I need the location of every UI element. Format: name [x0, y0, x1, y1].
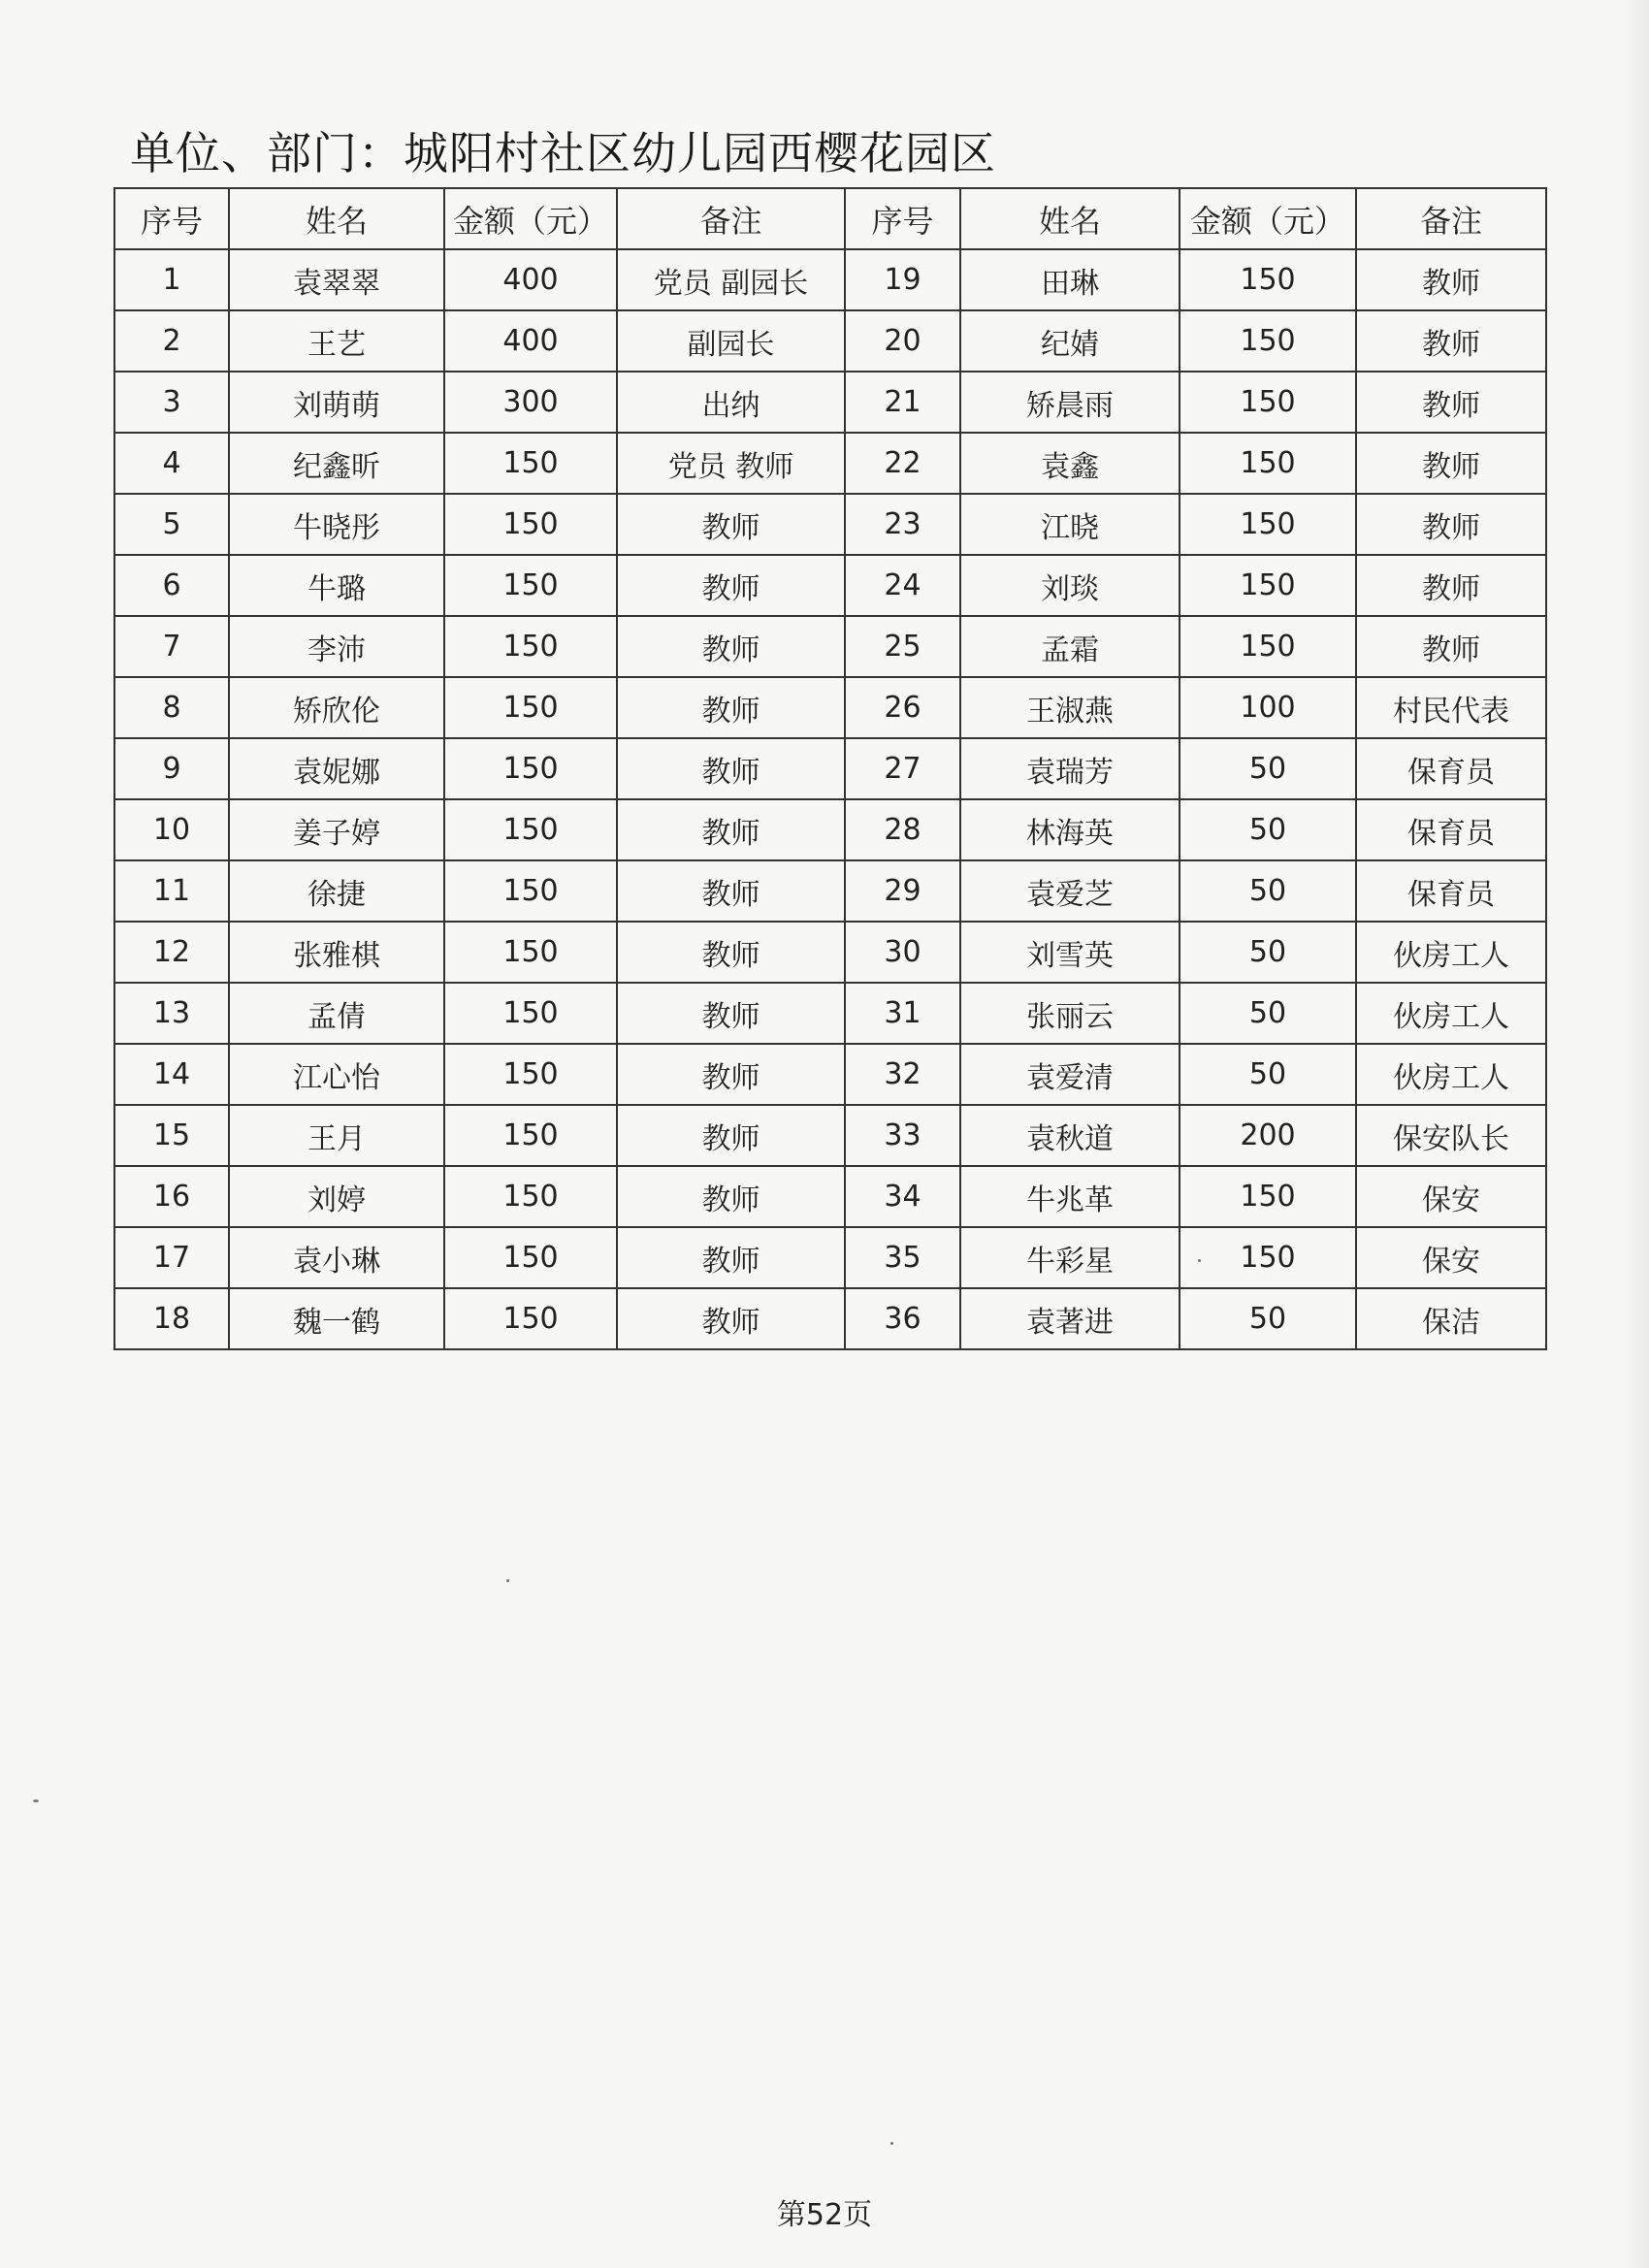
name-cell: 矫晨雨	[960, 372, 1180, 433]
remark-cell: 村民代表	[1356, 677, 1546, 738]
name-cell: 矫欣伦	[229, 677, 444, 738]
remark-cell: 教师	[617, 1227, 845, 1288]
index-cell: 6	[114, 555, 229, 616]
index-cell: 11	[114, 860, 229, 922]
remark-cell: 教师	[617, 1288, 845, 1349]
header-cell: 金额（元）	[1180, 188, 1356, 249]
index-cell: 27	[845, 738, 960, 799]
name-cell: 孟霜	[960, 616, 1180, 677]
table-row	[114, 433, 1546, 494]
name-cell: 袁瑞芳	[960, 738, 1180, 799]
name-cell: 牛璐	[229, 555, 444, 616]
header-cell: 备注	[1356, 188, 1546, 249]
remark-cell: 教师	[617, 1105, 845, 1166]
remark-cell: 党员 副园长	[617, 249, 845, 310]
table-body	[114, 249, 1546, 1349]
remark-cell: 伙房工人	[1356, 983, 1546, 1044]
index-cell: 14	[114, 1044, 229, 1105]
name-cell: 江晓	[960, 494, 1180, 555]
scan-edge-shadow	[1620, 0, 1649, 2268]
amount-cell: 150	[444, 738, 617, 799]
amount-cell: 150	[1180, 433, 1356, 494]
amount-cell: 200	[1180, 1105, 1356, 1166]
table-row	[114, 799, 1546, 860]
table-row	[114, 372, 1546, 433]
amount-cell: 150	[1180, 249, 1356, 310]
index-cell: 21	[845, 372, 960, 433]
name-cell: 姜子婷	[229, 799, 444, 860]
index-cell: 22	[845, 433, 960, 494]
index-cell: 36	[845, 1288, 960, 1349]
remark-cell: 教师	[1356, 433, 1546, 494]
amount-cell: 150	[1180, 616, 1356, 677]
header-cell: 备注	[617, 188, 845, 249]
index-cell: 23	[845, 494, 960, 555]
table-row	[114, 1166, 1546, 1227]
index-cell: 12	[114, 922, 229, 983]
remark-cell: 教师	[1356, 555, 1546, 616]
remark-cell: 伙房工人	[1356, 922, 1546, 983]
index-cell: 19	[845, 249, 960, 310]
index-cell: 15	[114, 1105, 229, 1166]
amount-cell: 150	[444, 616, 617, 677]
index-cell: 18	[114, 1288, 229, 1349]
remark-cell: 出纳	[617, 372, 845, 433]
remark-cell: 副园长	[617, 310, 845, 372]
remark-cell: 教师	[617, 922, 845, 983]
table-row	[114, 983, 1546, 1044]
index-cell: 20	[845, 310, 960, 372]
amount-cell: 150	[444, 983, 617, 1044]
name-cell: 袁妮娜	[229, 738, 444, 799]
name-cell: 江心怡	[229, 1044, 444, 1105]
remark-cell: 伙房工人	[1356, 1044, 1546, 1105]
table-row	[114, 922, 1546, 983]
scan-speck	[890, 2142, 893, 2145]
amount-cell: 150	[1180, 372, 1356, 433]
amount-cell: 50	[1180, 1044, 1356, 1105]
name-cell: 张雅棋	[229, 922, 444, 983]
header-cell: 序号	[114, 188, 229, 249]
roster-table	[113, 187, 1547, 1350]
table-row	[114, 555, 1546, 616]
name-cell: 袁秋道	[960, 1105, 1180, 1166]
table-row	[114, 1105, 1546, 1166]
index-cell: 30	[845, 922, 960, 983]
header-cell: 姓名	[960, 188, 1180, 249]
index-cell: 10	[114, 799, 229, 860]
index-cell: 13	[114, 983, 229, 1044]
amount-cell: 150	[444, 1227, 617, 1288]
amount-cell: 150	[444, 1044, 617, 1105]
index-cell: 31	[845, 983, 960, 1044]
name-cell: 袁爱清	[960, 1044, 1180, 1105]
header-cell: 序号	[845, 188, 960, 249]
amount-cell: 50	[1180, 1288, 1356, 1349]
amount-cell: 50	[1180, 738, 1356, 799]
amount-cell: 150	[444, 799, 617, 860]
index-cell: 3	[114, 372, 229, 433]
remark-cell: 教师	[617, 799, 845, 860]
table-row	[114, 1288, 1546, 1349]
amount-cell: 150	[1180, 1227, 1356, 1288]
index-cell: 34	[845, 1166, 960, 1227]
amount-cell: 150	[444, 1105, 617, 1166]
name-cell: 王月	[229, 1105, 444, 1166]
name-cell: 袁翠翠	[229, 249, 444, 310]
table-row	[114, 738, 1546, 799]
remark-cell: 保洁	[1356, 1288, 1546, 1349]
name-cell: 李沛	[229, 616, 444, 677]
index-cell: 8	[114, 677, 229, 738]
index-cell: 9	[114, 738, 229, 799]
table-row	[114, 1227, 1546, 1288]
name-cell: 纪婧	[960, 310, 1180, 372]
remark-cell: 保育员	[1356, 799, 1546, 860]
amount-cell: 150	[444, 860, 617, 922]
amount-cell: 150	[1180, 494, 1356, 555]
header-cell: 金额（元）	[444, 188, 617, 249]
name-cell: 田琳	[960, 249, 1180, 310]
table-row	[114, 616, 1546, 677]
amount-cell: 300	[444, 372, 617, 433]
index-cell: 2	[114, 310, 229, 372]
remark-cell: 党员 教师	[617, 433, 845, 494]
amount-cell: 150	[1180, 310, 1356, 372]
scan-speck	[33, 1799, 39, 1802]
index-cell: 35	[845, 1227, 960, 1288]
amount-cell: 400	[444, 249, 617, 310]
scan-speck	[1198, 1259, 1201, 1262]
amount-cell: 150	[1180, 555, 1356, 616]
amount-cell: 100	[1180, 677, 1356, 738]
remark-cell: 教师	[617, 1166, 845, 1227]
name-cell: 袁爱芝	[960, 860, 1180, 922]
remark-cell: 教师	[617, 616, 845, 677]
table-row	[114, 860, 1546, 922]
remark-cell: 教师	[617, 1044, 845, 1105]
amount-cell: 150	[1180, 1166, 1356, 1227]
table-row	[114, 249, 1546, 310]
name-cell: 张丽云	[960, 983, 1180, 1044]
amount-cell: 50	[1180, 922, 1356, 983]
amount-cell: 50	[1180, 799, 1356, 860]
table-row	[114, 494, 1546, 555]
index-cell: 29	[845, 860, 960, 922]
remark-cell: 教师	[617, 677, 845, 738]
index-cell: 4	[114, 433, 229, 494]
name-cell: 刘琰	[960, 555, 1180, 616]
remark-cell: 保安	[1356, 1227, 1546, 1288]
name-cell: 徐捷	[229, 860, 444, 922]
index-cell: 1	[114, 249, 229, 310]
amount-cell: 50	[1180, 983, 1356, 1044]
header-cell: 姓名	[229, 188, 444, 249]
index-cell: 26	[845, 677, 960, 738]
remark-cell: 教师	[1356, 310, 1546, 372]
name-cell: 袁鑫	[960, 433, 1180, 494]
amount-cell: 400	[444, 310, 617, 372]
remark-cell: 保育员	[1356, 860, 1546, 922]
name-cell: 袁著进	[960, 1288, 1180, 1349]
index-cell: 24	[845, 555, 960, 616]
page-number: 第52页	[776, 2198, 873, 2232]
amount-cell: 150	[444, 433, 617, 494]
amount-cell: 150	[444, 1166, 617, 1227]
index-cell: 7	[114, 616, 229, 677]
index-cell: 16	[114, 1166, 229, 1227]
name-cell: 魏一鹤	[229, 1288, 444, 1349]
name-cell: 牛兆革	[960, 1166, 1180, 1227]
remark-cell: 教师	[1356, 249, 1546, 310]
remark-cell: 保安	[1356, 1166, 1546, 1227]
index-cell: 17	[114, 1227, 229, 1288]
name-cell: 王淑燕	[960, 677, 1180, 738]
name-cell: 袁小琳	[229, 1227, 444, 1288]
remark-cell: 教师	[617, 494, 845, 555]
name-cell: 王艺	[229, 310, 444, 372]
remark-cell: 教师	[1356, 494, 1546, 555]
name-cell: 牛彩星	[960, 1227, 1180, 1288]
amount-cell: 150	[444, 494, 617, 555]
amount-cell: 150	[444, 677, 617, 738]
remark-cell: 教师	[617, 860, 845, 922]
name-cell: 牛晓彤	[229, 494, 444, 555]
amount-cell: 150	[444, 1288, 617, 1349]
page-title: 单位、部门：城阳村社区幼儿园西樱花园区	[130, 127, 996, 179]
table-row	[114, 677, 1546, 738]
remark-cell: 教师	[617, 738, 845, 799]
table-row	[114, 310, 1546, 372]
name-cell: 林海英	[960, 799, 1180, 860]
name-cell: 刘雪英	[960, 922, 1180, 983]
scan-speck	[506, 1579, 509, 1582]
remark-cell: 教师	[617, 983, 845, 1044]
amount-cell: 150	[444, 555, 617, 616]
name-cell: 刘萌萌	[229, 372, 444, 433]
index-cell: 5	[114, 494, 229, 555]
name-cell: 孟倩	[229, 983, 444, 1044]
table-header-row	[114, 188, 1546, 249]
amount-cell: 150	[444, 922, 617, 983]
table-row	[114, 1044, 1546, 1105]
name-cell: 纪鑫昕	[229, 433, 444, 494]
remark-cell: 保安队长	[1356, 1105, 1546, 1166]
index-cell: 25	[845, 616, 960, 677]
index-cell: 32	[845, 1044, 960, 1105]
remark-cell: 教师	[1356, 372, 1546, 433]
remark-cell: 教师	[617, 555, 845, 616]
index-cell: 33	[845, 1105, 960, 1166]
name-cell: 刘婷	[229, 1166, 444, 1227]
remark-cell: 保育员	[1356, 738, 1546, 799]
remark-cell: 教师	[1356, 616, 1546, 677]
index-cell: 28	[845, 799, 960, 860]
amount-cell: 50	[1180, 860, 1356, 922]
